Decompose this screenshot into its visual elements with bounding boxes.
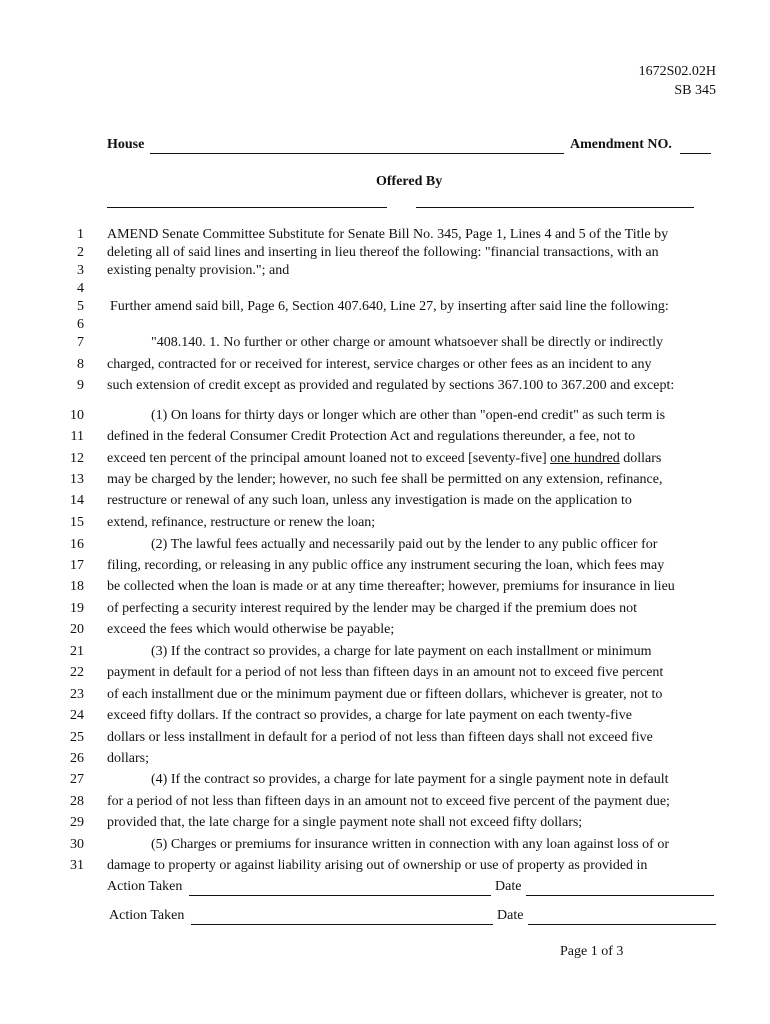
date-line [526,895,714,896]
line-number: 26 [70,751,84,766]
text-line: such extension of credit except as provided and regulated by sections 367.100 to 367.200 and except: [107,378,675,393]
text-segment: dollars [619,451,662,466]
text-line: (1) On loans for thirty days or longer which are other than "open-end credit" as such term is [151,408,666,423]
line-number: 27 [70,772,84,787]
line-number: 2 [77,245,84,260]
action-taken-label: Action Taken [107,879,183,894]
line-number: 24 [70,708,84,723]
line-number: 15 [70,515,84,530]
line-number: 17 [70,558,84,573]
line-number: 30 [70,837,84,852]
line-number: 4 [77,281,84,296]
text-line: deleting all of said lines and inserting in lieu thereof the following: "financial transactions, with an [107,245,659,260]
text-line: be collected when the loan is made or at any time thereafter; however, premiums for insurance in lieu [107,579,675,594]
line-number: 21 [70,644,84,659]
document-id: 1672S02.02H [638,64,716,79]
text-line: existing penalty provision."; and [107,263,290,278]
text-line: exceed fifty dollars. If the contract so provides, a charge for late payment on each twenty-five [107,708,632,723]
text-line: (3) If the contract so provides, a charge for late payment on each installment or minimum [151,644,652,659]
text-segment: exceed ten percent of the principal amount loaned not to exceed [seventy-five] [107,451,551,466]
text-line: exceed the fees which would otherwise be payable; [107,622,395,637]
line-number: 6 [77,317,84,332]
text-line: provided that, the late charge for a single payment note shall not exceed fifty dollars; [107,815,583,830]
text-line: (2) The lawful fees actually and necessarily paid out by the lender to any public officer for [151,537,658,552]
bill-number: SB 345 [674,83,716,98]
line-number: 10 [70,408,84,423]
date-label: Date [497,908,524,923]
house-label: House [107,137,145,152]
line-number: 19 [70,601,84,616]
line-number: 8 [77,357,84,372]
line-number: 9 [77,378,84,393]
line-number: 20 [70,622,84,637]
line-number: 18 [70,579,84,594]
text-line: may be charged by the lender; however, no such fee shall be permitted on any extension, refinance, [107,472,663,487]
offered-by-label: Offered By [376,174,443,189]
line-number: 13 [70,472,84,487]
page-number: Page 1 of 3 [560,944,624,959]
text-line: filing, recording, or releasing in any public office any instrument securing the loan, which fees may [107,558,665,573]
text-line: of perfecting a security interest required by the lender may be charged if the premium does not [107,601,637,616]
text-line: damage to property or against liability arising out of ownership or use of property as provided in [107,858,648,873]
text-line: of each installment due or the minimum payment due or fifteen dollars, whichever is greater, not to [107,687,663,702]
text-line: AMEND Senate Committee Substitute for Senate Bill No. 345, Page 1, Lines 4 and 5 of the Title by [107,227,669,242]
text-line: defined in the federal Consumer Credit Protection Act and regulations thereunder, a fee, not to [107,429,636,444]
text-line: (5) Charges or premiums for insurance written in connection with any loan against loss of or [151,837,670,852]
text-line: (4) If the contract so provides, a charge for late payment for a single payment note in default [151,772,669,787]
action-taken-line [189,895,491,896]
inserted-text: one hundred [550,451,620,466]
text-line: for a period of not less than fifteen days in an amount not to exceed five percent of the payment due; [107,794,670,809]
line-number: 3 [77,263,84,278]
line-number: 28 [70,794,84,809]
amendment-number-blank [680,153,711,154]
text-line: dollars or less installment in default for a period of not less than fifteen days shall not exceed five [107,730,653,745]
house-blank-line [150,153,564,154]
line-number: 12 [70,451,84,466]
text-line: "408.140. 1. No further or other charge or amount whatsoever shall be directly or indirectly [151,335,664,350]
text-line: Further amend said bill, Page 6, Section 407.640, Line 27, by inserting after said line the following: [110,299,669,314]
line-number: 1 [77,227,84,242]
text-line: payment in default for a period of not less than fifteen days in an amount not to exceed five percent [107,665,664,680]
line-number: 5 [77,299,84,314]
line-number: 7 [77,335,84,350]
offered-by-line-left [107,207,387,208]
line-number: 23 [70,687,84,702]
line-number: 31 [70,858,84,873]
text-line: restructure or renewal of any such loan, unless any investigation is made on the application to [107,493,632,508]
date-label: Date [495,879,522,894]
text-line: extend, refinance, restructure or renew the loan; [107,515,376,530]
text-line: charged, contracted for or received for interest, service charges or other fees as an incident to any [107,357,652,372]
line-number: 22 [70,665,84,680]
amendment-label: Amendment NO. [570,137,672,152]
text-line: dollars; [107,751,149,766]
line-number: 16 [70,537,84,552]
date-line [528,924,716,925]
line-number: 29 [70,815,84,830]
line-number: 25 [70,730,84,745]
line-number: 11 [70,429,84,444]
text-line [107,451,661,467]
action-taken-line [191,924,493,925]
offered-by-line-right [416,207,694,208]
line-number: 14 [70,493,84,508]
action-taken-label: Action Taken [109,908,185,923]
